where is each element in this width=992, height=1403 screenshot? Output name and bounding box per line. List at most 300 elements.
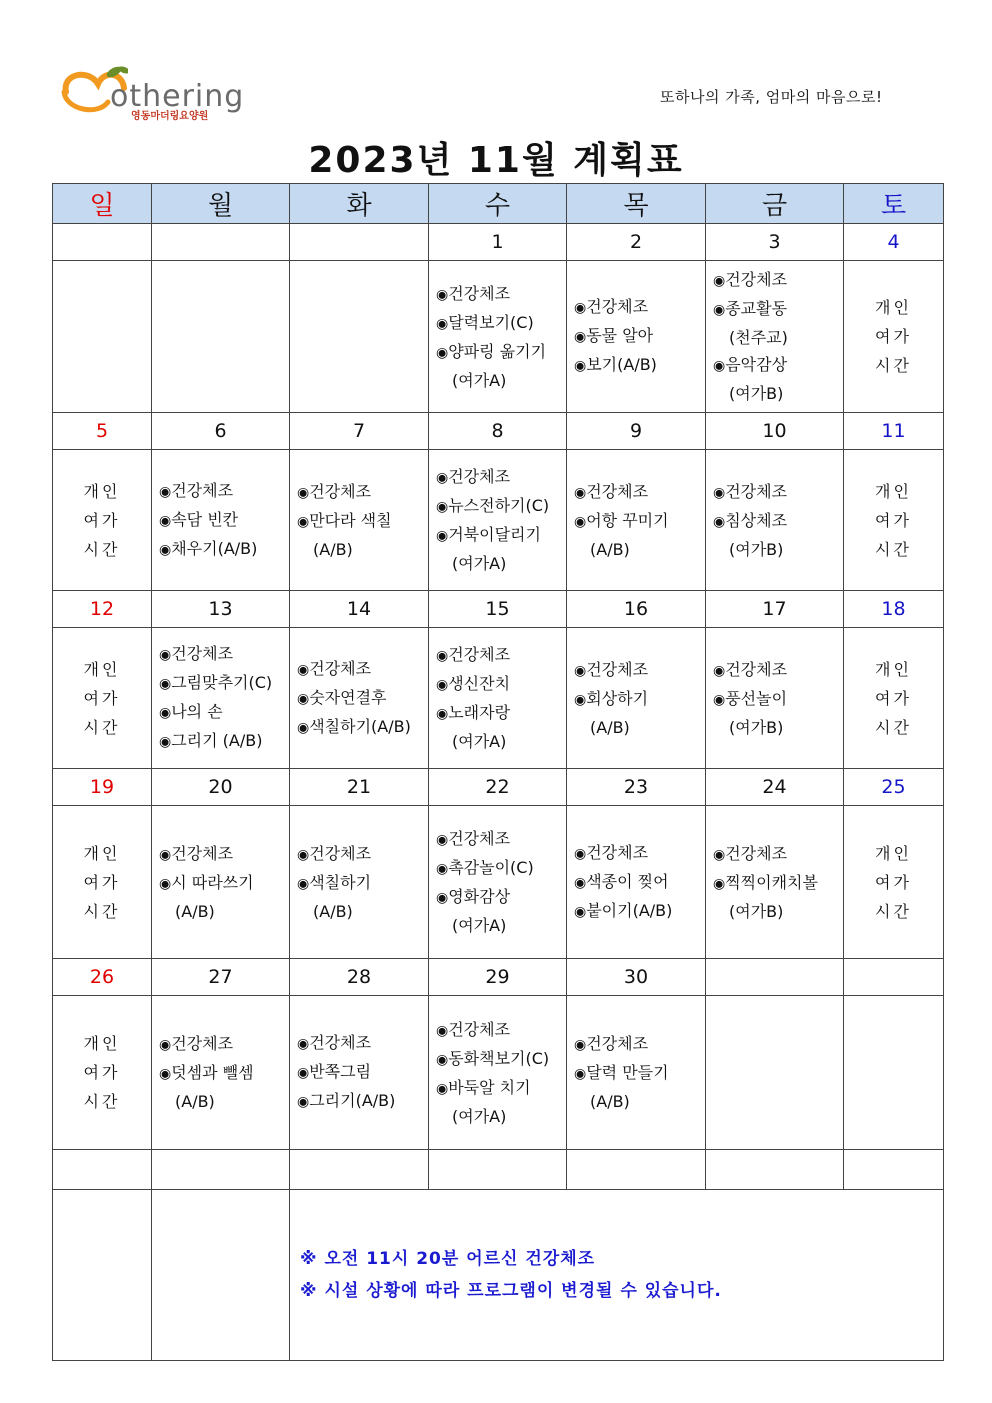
activity-label: 건강체조 [171, 480, 234, 500]
activity-item [297, 507, 428, 536]
free-time-cell [844, 261, 944, 413]
bullet-icon: ◉ [713, 358, 726, 374]
free-time-cell [53, 450, 152, 591]
bullet-icon: ◉ [574, 329, 587, 345]
activity-item [297, 1029, 428, 1058]
free-time-line: 시간 [83, 1092, 121, 1111]
free-time-line: 개인 [83, 659, 121, 679]
activity-label: 건강체조 [309, 658, 372, 678]
activity-label: 만다라 색칠 [309, 510, 392, 530]
bullet-icon: ◉ [297, 1036, 310, 1052]
bullet-icon: ◉ [436, 344, 449, 361]
activity-continuation: (A/B) [590, 539, 630, 559]
activity-label: 풍선놀이 [725, 688, 788, 708]
free-time-line: 개인 [83, 1034, 121, 1053]
free-time-line: 시간 [875, 539, 912, 559]
bullet-icon: ◉ [436, 648, 449, 664]
activity-cell-fri [706, 261, 844, 413]
activity-label: 시 따라쓰기 [171, 872, 254, 892]
bullet-icon: ◉ [713, 662, 726, 679]
bullet-icon: ◉ [159, 846, 172, 863]
bullet-icon: ◉ [574, 662, 587, 679]
activity-label: 거북이달리기 [448, 525, 541, 544]
activity-item [713, 840, 843, 869]
activity-label: 속담 빈칸 [171, 509, 239, 529]
activity-item [436, 492, 566, 521]
activity-label: 건강체조 [725, 843, 788, 863]
free-time-line: 시간 [83, 901, 121, 921]
free-time-cell [844, 806, 944, 959]
date-cell-wed: 22 [429, 769, 567, 806]
activity-continuation: (여가B) [729, 384, 784, 403]
activity-label: 음악감상 [725, 355, 788, 374]
bullet-icon: ◉ [159, 647, 172, 663]
activity-label: 그리기 (A/B) [171, 731, 263, 750]
activity-item [574, 897, 705, 926]
bullet-icon: ◉ [713, 273, 726, 289]
bullet-icon: ◉ [297, 484, 310, 501]
blank-cell [844, 1150, 944, 1190]
bullet-icon: ◉ [297, 719, 310, 736]
activity-cell-fri [706, 450, 844, 591]
activity-label: 건강체조 [171, 1034, 234, 1053]
weekday-header-row [53, 184, 944, 224]
activity-label: 회상하기 [586, 688, 649, 708]
activity-item [713, 656, 843, 685]
activity-item [574, 656, 705, 685]
bullet-icon: ◉ [436, 861, 449, 877]
weekday-mon: 월 [152, 184, 290, 224]
activity-continuation: (A/B) [313, 901, 353, 921]
bullet-icon: ◉ [436, 706, 449, 722]
bullet-icon: ◉ [159, 676, 172, 692]
blank-cell [567, 1150, 706, 1190]
bullet-icon: ◉ [159, 512, 172, 529]
bullet-icon: ◉ [436, 470, 449, 486]
blank-cell [290, 1150, 429, 1190]
date-cell-mon: 27 [152, 959, 290, 996]
bullet-icon: ◉ [436, 286, 449, 303]
date-cell-thu: 2 [567, 224, 706, 261]
free-time-line: 여가 [875, 510, 912, 530]
activity-item [159, 840, 289, 869]
activity-label: 달력 만들기 [586, 1063, 669, 1082]
calendar-body [53, 224, 944, 1361]
bullet-icon: ◉ [713, 484, 726, 501]
activity-item [574, 351, 705, 380]
activity-item [297, 869, 428, 898]
activity-item [297, 713, 428, 742]
bullet-icon: ◉ [713, 302, 726, 318]
free-time-line: 개인 [875, 843, 912, 863]
activity-label: 건강체조 [725, 270, 788, 289]
date-cell-mon: 13 [152, 591, 290, 628]
notes-cell [290, 1190, 944, 1361]
activity-label: 영화감상 [448, 887, 511, 906]
free-time-cell [53, 996, 152, 1150]
date-cell-sun: 5 [53, 413, 152, 450]
activity-label: 건강체조 [309, 843, 372, 863]
bullet-icon: ◉ [297, 875, 310, 892]
bullet-icon: ◉ [297, 846, 310, 863]
activity-item [574, 839, 705, 868]
activity-continuation: (A/B) [175, 901, 215, 921]
activity-cell-wed [429, 450, 567, 591]
blank-cell [706, 1150, 844, 1190]
calendar-table [52, 183, 944, 1361]
activity-cell-mon [152, 628, 290, 769]
bullet-icon: ◉ [297, 1094, 310, 1110]
activity-item [436, 854, 566, 883]
free-time-line: 여가 [875, 327, 912, 346]
activity-cell-tue [290, 450, 429, 591]
activity-label: 건강체조 [448, 1019, 511, 1039]
activity-cell-mon [152, 261, 290, 413]
activity-label: 색종이 찢어 [586, 871, 669, 891]
activity-continuation: (A/B) [590, 1092, 630, 1111]
weekday-fri: 금 [706, 184, 844, 224]
activity-label: 바둑알 치기 [448, 1077, 531, 1097]
activity-continuation: (여가A) [452, 916, 507, 935]
bullet-icon: ◉ [297, 513, 310, 530]
activity-item [713, 478, 843, 507]
weekday-thu: 목 [567, 184, 706, 224]
activity-item [159, 727, 289, 756]
weekday-sun: 일 [53, 184, 152, 224]
activity-label: 양파링 옮기기 [448, 341, 547, 361]
date-cell-mon: 20 [152, 769, 290, 806]
free-time-line: 여가 [875, 872, 912, 892]
blank-cell [53, 1150, 152, 1190]
bullet-icon: ◉ [159, 1066, 172, 1082]
bullet-icon: ◉ [436, 528, 449, 544]
activity-label: 침상체조 [725, 510, 788, 530]
activity-item [297, 1058, 428, 1087]
date-cell-thu: 23 [567, 769, 706, 806]
bullet-icon: ◉ [297, 690, 310, 707]
activity-label: 건강체조 [586, 842, 649, 862]
activity-continuation: (여가B) [729, 539, 784, 559]
bullet-icon: ◉ [436, 499, 449, 515]
bullet-icon: ◉ [574, 1066, 587, 1082]
free-time-line: 개인 [875, 298, 912, 317]
free-time-line: 개인 [83, 481, 121, 501]
activity-label: 그리기(A/B) [309, 1091, 396, 1110]
activity-item [574, 322, 705, 351]
date-cell-wed: 1 [429, 224, 567, 261]
activity-label: 건강체조 [448, 467, 511, 486]
free-time-cell [844, 628, 944, 769]
bullet-icon: ◉ [713, 513, 726, 530]
activity-continuation: (여가A) [452, 732, 507, 751]
activity-label: 건강체조 [586, 481, 649, 501]
free-time-line: 시간 [875, 901, 912, 921]
activity-continuation: (여가A) [452, 554, 507, 573]
activity-cell-thu [567, 806, 706, 959]
bullet-icon: ◉ [436, 1022, 449, 1039]
activity-item [713, 266, 843, 295]
bullet-icon: ◉ [297, 661, 310, 678]
activity-label: 달력보기(C) [448, 312, 534, 332]
date-cell-sat: 11 [844, 413, 944, 450]
activity-cell-tue [290, 628, 429, 769]
activity-label: 색칠하기 [309, 872, 372, 892]
weekday-wed: 수 [429, 184, 567, 224]
activity-label: 건강체조 [309, 1033, 372, 1052]
activity-label: 그림맞추기(C) [171, 673, 273, 692]
activity-item [297, 655, 428, 684]
activity-cell-sun [53, 261, 152, 413]
bullet-icon: ◉ [436, 677, 449, 693]
activity-label: 보기(A/B) [586, 355, 657, 374]
activity-item [159, 1030, 289, 1059]
date-cell-tue [290, 224, 429, 261]
activity-label: 건강체조 [171, 843, 234, 863]
bullet-icon: ◉ [159, 875, 172, 892]
date-cell-mon [152, 224, 290, 261]
date-cell-wed: 8 [429, 413, 567, 450]
blank-cell [152, 1150, 290, 1190]
activity-cell-wed [429, 628, 567, 769]
free-time-line: 여가 [83, 688, 121, 708]
bullet-icon: ◉ [574, 691, 587, 708]
activity-label: 촉감놀이(C) [448, 858, 534, 877]
date-cell-tue: 14 [290, 591, 429, 628]
activity-item [436, 1045, 566, 1074]
bullet-icon: ◉ [436, 315, 449, 332]
date-cell-mon: 6 [152, 413, 290, 450]
blank-row [53, 1150, 944, 1190]
activity-label: 건강체조 [448, 645, 511, 664]
date-cell-sat: 4 [844, 224, 944, 261]
activity-cell-wed [429, 261, 567, 413]
activity-label: 동물 알아 [586, 326, 654, 345]
date-cell-wed: 15 [429, 591, 567, 628]
activity-label: 숫자연결후 [309, 687, 387, 707]
activity-cell-tue [290, 261, 429, 413]
activity-label: 나의 손 [171, 702, 223, 721]
slogan: 또하나의 가족, 엄마의 마음으로! [660, 88, 883, 106]
activity-label: 노래자랑 [448, 703, 511, 722]
activity-item [159, 869, 289, 898]
free-time-cell [844, 450, 944, 591]
activity-item [436, 338, 566, 367]
activity-continuation: (여가A) [452, 1106, 507, 1126]
bullet-icon: ◉ [574, 1037, 587, 1053]
note-line: ※ 오전 11시 20분 어르신 건강체조 [300, 1249, 596, 1269]
activity-cell-thu [567, 450, 706, 591]
activity-item [297, 478, 428, 507]
date-cell-fri: 3 [706, 224, 844, 261]
bullet-icon: ◉ [574, 358, 587, 374]
free-time-line: 여가 [83, 872, 121, 892]
bullet-icon: ◉ [574, 903, 587, 920]
activity-continuation: (여가B) [729, 901, 784, 921]
page-title: 2023년 11월 계획표 [308, 140, 684, 181]
activity-label: 건강체조 [309, 481, 372, 501]
activity-cell-fri [706, 628, 844, 769]
activity-item [159, 669, 289, 698]
activity-label: 생신잔치 [448, 674, 511, 693]
activity-continuation: (A/B) [313, 539, 353, 559]
activity-continuation: (A/B) [175, 1092, 215, 1111]
activity-label: 어항 꾸미기 [586, 510, 669, 530]
activity-label: 종교활동 [725, 299, 788, 318]
activity-item [297, 684, 428, 713]
activity-item [436, 1016, 566, 1045]
date-row [53, 224, 944, 261]
free-time-line: 시간 [875, 717, 912, 737]
date-cell-thu: 16 [567, 591, 706, 628]
notes-row [53, 1190, 944, 1361]
bullet-icon: ◉ [574, 874, 587, 891]
date-cell-fri: 10 [706, 413, 844, 450]
activity-label: 반쪽그림 [309, 1062, 372, 1081]
date-cell-tue: 21 [290, 769, 429, 806]
activity-row [53, 261, 944, 413]
logo-subtitle: 영동마더링요양원 [131, 111, 209, 122]
activity-item [574, 1059, 705, 1088]
activity-row [53, 450, 944, 591]
activity-row [53, 628, 944, 769]
note-line: ※ 시설 상황에 따라 프로그램이 변경될 수 있습니다. [300, 1281, 722, 1301]
bullet-icon: ◉ [436, 1051, 449, 1068]
activity-item [436, 825, 566, 854]
free-time-line: 여가 [83, 1063, 121, 1082]
bullet-icon: ◉ [574, 513, 587, 530]
activity-label: 건강체조 [586, 297, 649, 316]
blank-cell [152, 1190, 290, 1361]
activity-cell-thu [567, 996, 706, 1150]
date-cell-thu: 9 [567, 413, 706, 450]
activity-item [713, 685, 843, 714]
activity-label: 건강체조 [586, 1034, 649, 1053]
free-time-cell [53, 628, 152, 769]
logo [58, 62, 273, 128]
weekday-sat: 토 [844, 184, 944, 224]
activity-label: 건강체조 [725, 481, 788, 501]
activity-cell-thu [567, 261, 706, 413]
activity-continuation: (여가A) [452, 370, 507, 390]
bullet-icon: ◉ [159, 483, 172, 500]
activity-item [436, 521, 566, 550]
activity-item [436, 280, 566, 309]
bullet-icon: ◉ [574, 845, 587, 862]
activity-label: 덧셈과 뺄셈 [171, 1063, 254, 1082]
date-cell-tue: 28 [290, 959, 429, 996]
activity-item [436, 670, 566, 699]
activity-item [436, 883, 566, 912]
activity-label: 건강체조 [171, 644, 234, 663]
logo-wordmark: othering [110, 79, 245, 114]
activity-item [713, 507, 843, 536]
activity-item [436, 641, 566, 670]
activity-label: 색칠하기(A/B) [309, 716, 411, 736]
weekday-tue: 화 [290, 184, 429, 224]
activity-cell-tue [290, 806, 429, 959]
activity-item [574, 1030, 705, 1059]
activity-cell-thu [567, 628, 706, 769]
free-time-line: 시간 [83, 539, 121, 559]
activity-cell-sat [844, 996, 944, 1150]
activity-item [574, 685, 705, 714]
bullet-icon: ◉ [159, 541, 172, 558]
activity-item [436, 1074, 566, 1103]
activity-cell-mon [152, 450, 290, 591]
activity-item [159, 506, 289, 535]
bullet-icon: ◉ [159, 734, 172, 750]
free-time-line: 개인 [83, 843, 121, 863]
free-time-line: 개인 [875, 659, 912, 679]
activity-label: 건강체조 [448, 283, 511, 303]
activity-cell-tue [290, 996, 429, 1150]
activity-continuation: (A/B) [590, 717, 630, 737]
bullet-icon: ◉ [713, 691, 726, 708]
bullet-icon: ◉ [159, 705, 172, 721]
activity-continuation: (여가B) [729, 717, 784, 737]
activity-label: 건강체조 [586, 659, 649, 679]
activity-label: 건강체조 [725, 659, 788, 679]
date-cell-sat [844, 959, 944, 996]
free-time-line: 여가 [83, 510, 121, 530]
activity-cell-mon [152, 806, 290, 959]
date-cell-fri: 17 [706, 591, 844, 628]
date-cell-wed: 29 [429, 959, 567, 996]
date-row [53, 959, 944, 996]
activity-label: 동화책보기(C) [448, 1048, 550, 1068]
activity-item [713, 295, 843, 324]
activity-cell-wed [429, 806, 567, 959]
date-row [53, 413, 944, 450]
activity-item [574, 293, 705, 322]
free-time-cell [53, 806, 152, 959]
activity-cell-fri [706, 996, 844, 1150]
activity-item [713, 351, 843, 380]
free-time-line: 개인 [875, 481, 912, 501]
bullet-icon: ◉ [713, 846, 726, 863]
activity-item [436, 699, 566, 728]
activity-item [159, 477, 289, 506]
activity-label: 건강체조 [448, 829, 511, 848]
bullet-icon: ◉ [436, 832, 449, 848]
activity-item [159, 640, 289, 669]
date-cell-fri [706, 959, 844, 996]
free-time-line: 시간 [875, 356, 912, 375]
date-cell-sun: 26 [53, 959, 152, 996]
blank-cell [429, 1150, 567, 1190]
activity-item [574, 478, 705, 507]
date-cell-tue: 7 [290, 413, 429, 450]
date-cell-sun [53, 224, 152, 261]
activity-item [574, 868, 705, 897]
activity-item [713, 869, 843, 898]
bullet-icon: ◉ [574, 484, 587, 501]
activity-row [53, 996, 944, 1150]
activity-continuation: (천주교) [729, 328, 788, 347]
free-time-line: 시간 [83, 717, 121, 737]
date-cell-sun: 12 [53, 591, 152, 628]
bullet-icon: ◉ [159, 1037, 172, 1053]
date-cell-sat: 18 [844, 591, 944, 628]
bullet-icon: ◉ [297, 1065, 310, 1081]
activity-item [436, 309, 566, 338]
bullet-icon: ◉ [713, 875, 726, 892]
activity-label: 찍찍이캐치볼 [725, 872, 818, 892]
activity-item [159, 1059, 289, 1088]
date-cell-sun: 19 [53, 769, 152, 806]
activity-label: 붙이기(A/B) [586, 900, 673, 920]
activity-cell-mon [152, 996, 290, 1150]
